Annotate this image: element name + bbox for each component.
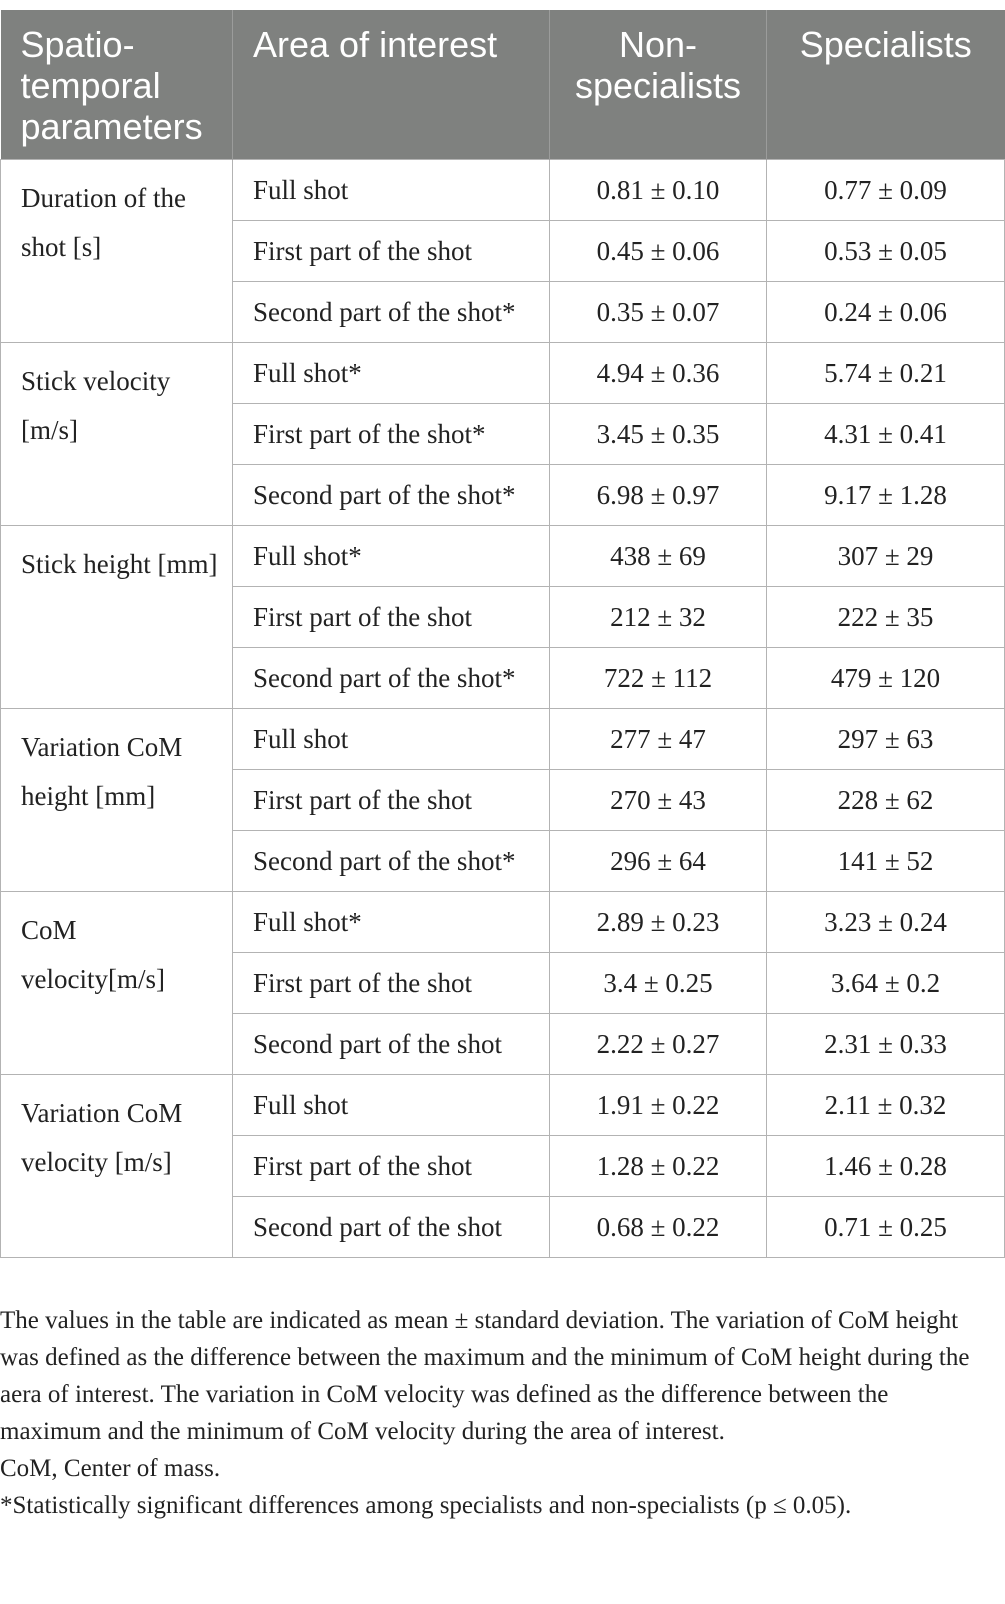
parameter-cell: Variation CoM height [mm] bbox=[1, 709, 233, 892]
table-header bbox=[1, 10, 1005, 160]
parameter-cell: CoM velocity[m/s] bbox=[1, 892, 233, 1075]
non-specialists-value: 3.45 ± 0.35 bbox=[550, 404, 767, 465]
area-cell: Full shot bbox=[233, 160, 550, 221]
table-row bbox=[1, 709, 1005, 770]
specialists-value: 228 ± 62 bbox=[767, 770, 1005, 831]
specialists-value: 307 ± 29 bbox=[767, 526, 1005, 587]
results-table bbox=[0, 10, 1005, 1258]
specialists-value: 297 ± 63 bbox=[767, 709, 1005, 770]
specialists-value: 3.23 ± 0.24 bbox=[767, 892, 1005, 953]
non-specialists-value: 3.4 ± 0.25 bbox=[550, 953, 767, 1014]
specialists-value: 0.53 ± 0.05 bbox=[767, 221, 1005, 282]
header-row bbox=[1, 10, 1005, 160]
footnote-significance: *Statistically significant differences among specialists and non-specialists (p ≤ 0.05). bbox=[0, 1492, 852, 1519]
area-cell: Second part of the shot* bbox=[233, 648, 550, 709]
specialists-value: 2.31 ± 0.33 bbox=[767, 1014, 1005, 1075]
area-cell: First part of the shot bbox=[233, 587, 550, 648]
area-cell: Full shot bbox=[233, 1075, 550, 1136]
footnote-values: The values in the table are indicated as mean ± standard deviation. The variation of CoM height was defined as the difference between the maximum and the minimum of CoM height during the aera of interest. The variation in CoM velocity was defined as the difference between the maximum and the minimum of CoM velocity during the area of interest. bbox=[0, 1307, 970, 1445]
table-row bbox=[1, 892, 1005, 953]
specialists-value: 1.46 ± 0.28 bbox=[767, 1136, 1005, 1197]
header-parameters: Spatio-temporal parameters bbox=[1, 10, 233, 160]
non-specialists-value: 1.91 ± 0.22 bbox=[550, 1075, 767, 1136]
table-row bbox=[1, 343, 1005, 404]
area-cell: Second part of the shot bbox=[233, 1197, 550, 1258]
non-specialists-value: 296 ± 64 bbox=[550, 831, 767, 892]
non-specialists-value: 722 ± 112 bbox=[550, 648, 767, 709]
area-cell: First part of the shot* bbox=[233, 404, 550, 465]
footnote-abbreviation: CoM, Center of mass. bbox=[0, 1455, 221, 1482]
parameter-cell: Variation CoM velocity [m/s] bbox=[1, 1075, 233, 1258]
specialists-value: 0.77 ± 0.09 bbox=[767, 160, 1005, 221]
area-cell: Full shot bbox=[233, 709, 550, 770]
header-area-of-interest: Area of interest bbox=[233, 10, 550, 160]
header-specialists: Specialists bbox=[767, 10, 1005, 160]
non-specialists-value: 212 ± 32 bbox=[550, 587, 767, 648]
specialists-value: 5.74 ± 0.21 bbox=[767, 343, 1005, 404]
parameter-cell: Stick height [mm] bbox=[1, 526, 233, 709]
parameter-cell: Duration of the shot [s] bbox=[1, 160, 233, 343]
area-cell: First part of the shot bbox=[233, 1136, 550, 1197]
specialists-value: 141 ± 52 bbox=[767, 831, 1005, 892]
non-specialists-value: 438 ± 69 bbox=[550, 526, 767, 587]
area-cell: Second part of the shot* bbox=[233, 831, 550, 892]
non-specialists-value: 277 ± 47 bbox=[550, 709, 767, 770]
area-cell: Full shot* bbox=[233, 526, 550, 587]
specialists-value: 9.17 ± 1.28 bbox=[767, 465, 1005, 526]
non-specialists-value: 2.22 ± 0.27 bbox=[550, 1014, 767, 1075]
table-footnotes bbox=[0, 1302, 990, 1524]
specialists-value: 3.64 ± 0.2 bbox=[767, 953, 1005, 1014]
area-cell: First part of the shot bbox=[233, 221, 550, 282]
area-cell: Second part of the shot bbox=[233, 1014, 550, 1075]
specialists-value: 0.71 ± 0.25 bbox=[767, 1197, 1005, 1258]
specialists-value: 2.11 ± 0.32 bbox=[767, 1075, 1005, 1136]
area-cell: Second part of the shot* bbox=[233, 282, 550, 343]
non-specialists-value: 4.94 ± 0.36 bbox=[550, 343, 767, 404]
area-cell: First part of the shot bbox=[233, 953, 550, 1014]
parameter-cell: Stick velocity [m/s] bbox=[1, 343, 233, 526]
table-row bbox=[1, 160, 1005, 221]
non-specialists-value: 0.35 ± 0.07 bbox=[550, 282, 767, 343]
non-specialists-value: 0.81 ± 0.10 bbox=[550, 160, 767, 221]
non-specialists-value: 0.68 ± 0.22 bbox=[550, 1197, 767, 1258]
specialists-value: 479 ± 120 bbox=[767, 648, 1005, 709]
non-specialists-value: 1.28 ± 0.22 bbox=[550, 1136, 767, 1197]
area-cell: Full shot* bbox=[233, 892, 550, 953]
header-non-specialists: Non-specialists bbox=[550, 10, 767, 160]
specialists-value: 0.24 ± 0.06 bbox=[767, 282, 1005, 343]
non-specialists-value: 0.45 ± 0.06 bbox=[550, 221, 767, 282]
table-row bbox=[1, 1075, 1005, 1136]
specialists-value: 4.31 ± 0.41 bbox=[767, 404, 1005, 465]
non-specialists-value: 270 ± 43 bbox=[550, 770, 767, 831]
area-cell: Second part of the shot* bbox=[233, 465, 550, 526]
area-cell: First part of the shot bbox=[233, 770, 550, 831]
area-cell: Full shot* bbox=[233, 343, 550, 404]
table-body bbox=[1, 160, 1005, 1258]
table-row bbox=[1, 526, 1005, 587]
non-specialists-value: 2.89 ± 0.23 bbox=[550, 892, 767, 953]
non-specialists-value: 6.98 ± 0.97 bbox=[550, 465, 767, 526]
specialists-value: 222 ± 35 bbox=[767, 587, 1005, 648]
